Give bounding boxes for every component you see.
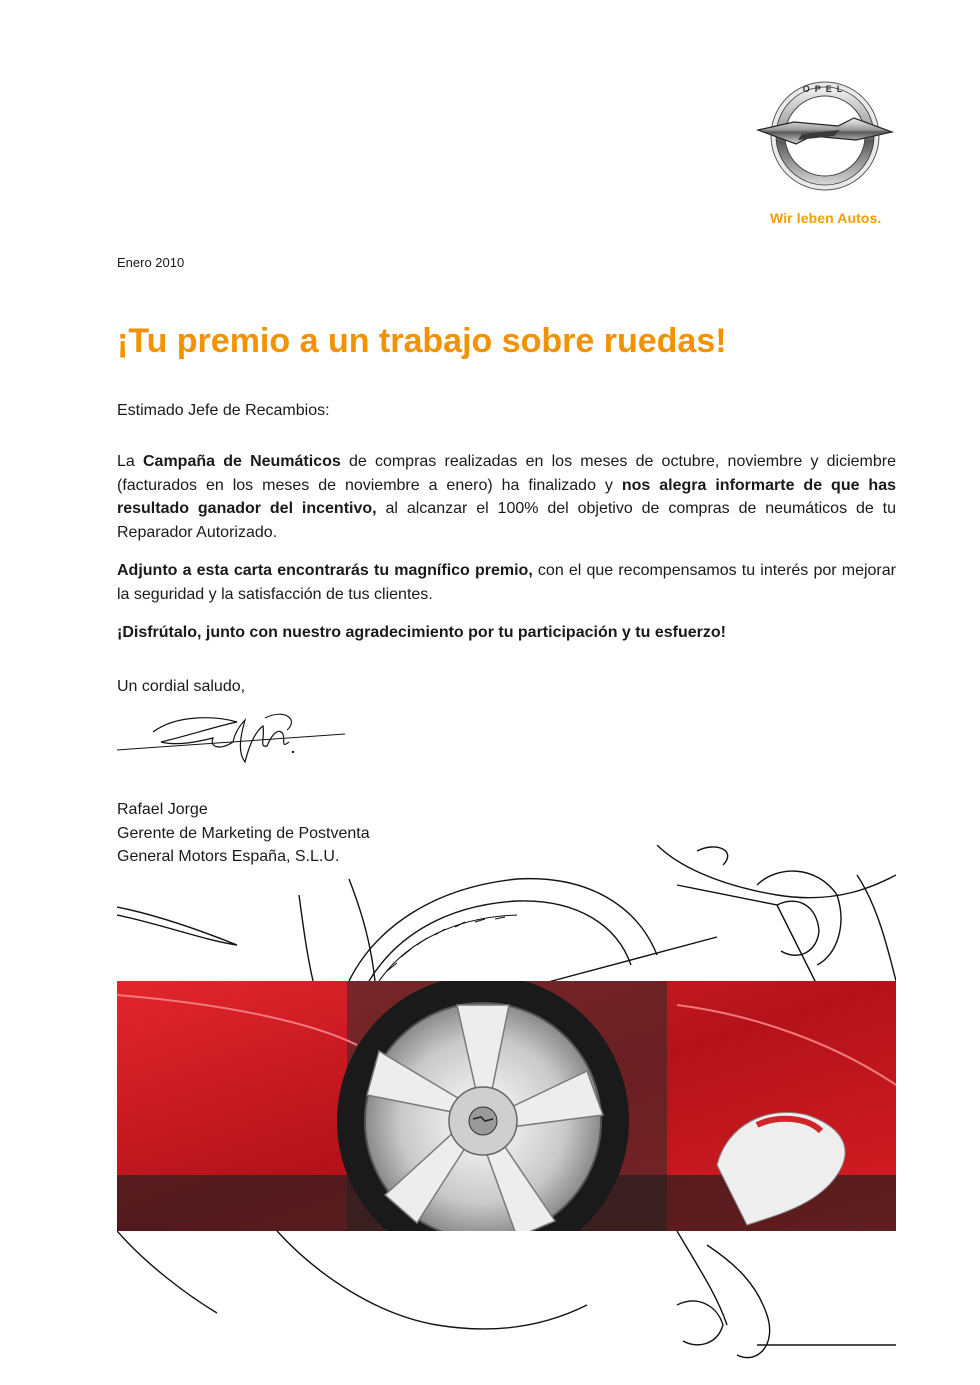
- handwritten-signature-icon: [117, 712, 351, 774]
- letter-body: [117, 450, 896, 660]
- prize-notice: Adjunto a esta carta encontrarás tu magnífico premio,: [117, 562, 533, 579]
- winner-notice: nos alegra informarte de que has resultado ganador del incentivo,: [117, 476, 897, 517]
- campaign-name: Campaña de Neumáticos: [143, 453, 341, 470]
- text-span: La: [117, 453, 143, 470]
- brand-tagline: Wir leben Autos.: [770, 210, 882, 226]
- signer-name: Rafael Jorge: [117, 801, 208, 818]
- logo-text: OPEL: [802, 84, 848, 94]
- paragraph-campaign: [117, 450, 896, 544]
- text-span: de compras realizadas en los meses de octubre, noviembre y diciembre (facturados en los meses de noviembre a enero) ha finalizado y: [117, 453, 897, 494]
- signer-title: Gerente de Marketing de Postventa: [117, 824, 370, 842]
- text-span: con el que recompensamos tu interés por mejorar la seguridad y la satisfacción de tus clientes.: [117, 562, 896, 603]
- letter-headline: ¡Tu premio a un trabajo sobre ruedas!: [117, 322, 727, 360]
- paragraph-thanks: [117, 621, 896, 645]
- salutation: Estimado Jefe de Recambios:: [117, 402, 330, 419]
- car-wheel-illustration-icon: [117, 845, 896, 1385]
- closing: Un cordial saludo,: [117, 678, 246, 695]
- thanks-text: ¡Disfrútalo, junto con nuestro agradecimiento por tu participación y tu esfuerzo!: [117, 624, 726, 641]
- letter-date: Enero 2010: [117, 255, 185, 270]
- signer-company: General Motors España, S.L.U.: [117, 848, 340, 865]
- opel-logo-icon: [754, 78, 896, 194]
- text-span: al alcanzar el 100% del objetivo de compras de neumáticos de tu Reparador Autorizado.: [117, 500, 897, 541]
- paragraph-prize: [117, 559, 896, 606]
